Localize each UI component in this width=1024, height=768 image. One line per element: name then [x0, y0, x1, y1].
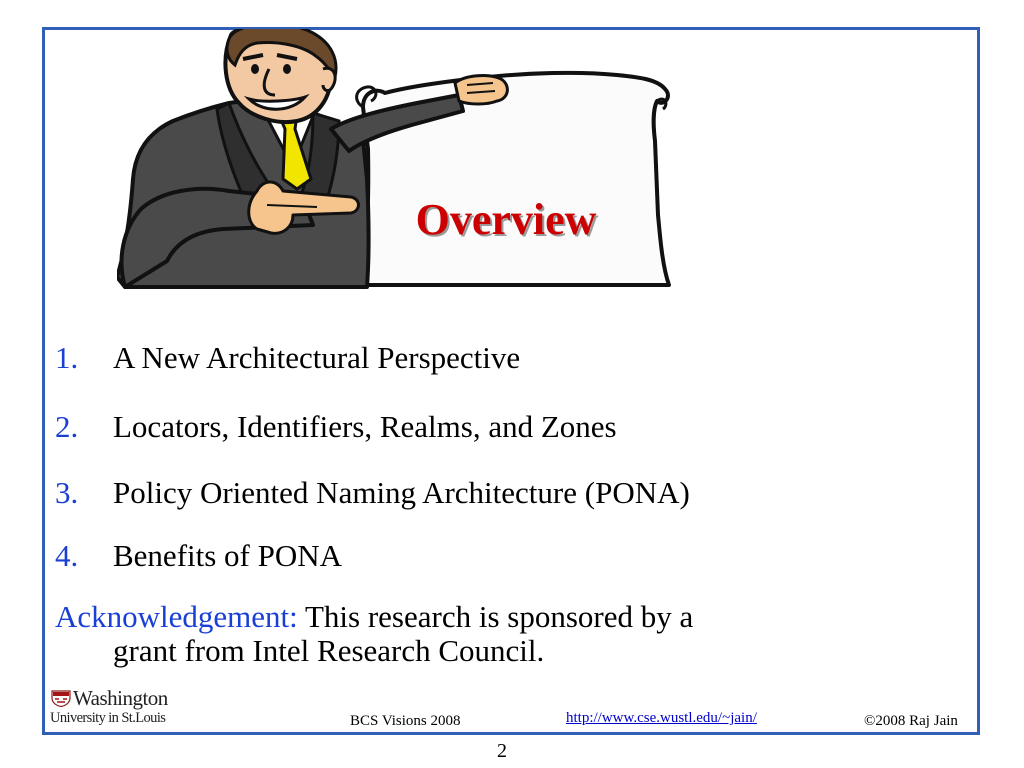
agenda-text: A New Architectural Perspective [113, 340, 521, 375]
businessman-presenting-sign-icon [117, 29, 680, 294]
agenda-text: Policy Oriented Naming Architecture (PONA) [113, 475, 690, 510]
acknowledgement-line-2: grant from Intel Research Council. [113, 633, 545, 668]
logo-university-name: Washington [73, 686, 168, 710]
university-logo [49, 686, 184, 730]
acknowledgement-line-1 [55, 600, 955, 634]
agenda-number: 3. [55, 475, 79, 510]
agenda-number: 4. [55, 538, 79, 573]
agenda-text: Benefits of PONA [113, 538, 343, 573]
acknowledgement [55, 600, 955, 668]
agenda-text: Locators, Identifiers, Realms, and Zones [113, 409, 617, 444]
acknowledgement-label: Acknowledgement: [55, 599, 298, 634]
university-shield-icon [51, 690, 71, 707]
logo-university-location: University in St.Louis [50, 710, 166, 726]
footer-copyright: ©2008 Raj Jain [864, 713, 958, 729]
agenda-number: 2. [55, 409, 79, 444]
agenda-number: 1. [55, 340, 79, 375]
page-number: 2 [497, 740, 507, 762]
footer-url-link[interactable]: http://www.cse.wustl.edu/~jain/ [566, 710, 757, 726]
footer-conference: BCS Visions 2008 [350, 713, 461, 729]
slide-title: Overview [415, 195, 597, 244]
acknowledgement-text: This research is sponsored by a [304, 599, 694, 634]
